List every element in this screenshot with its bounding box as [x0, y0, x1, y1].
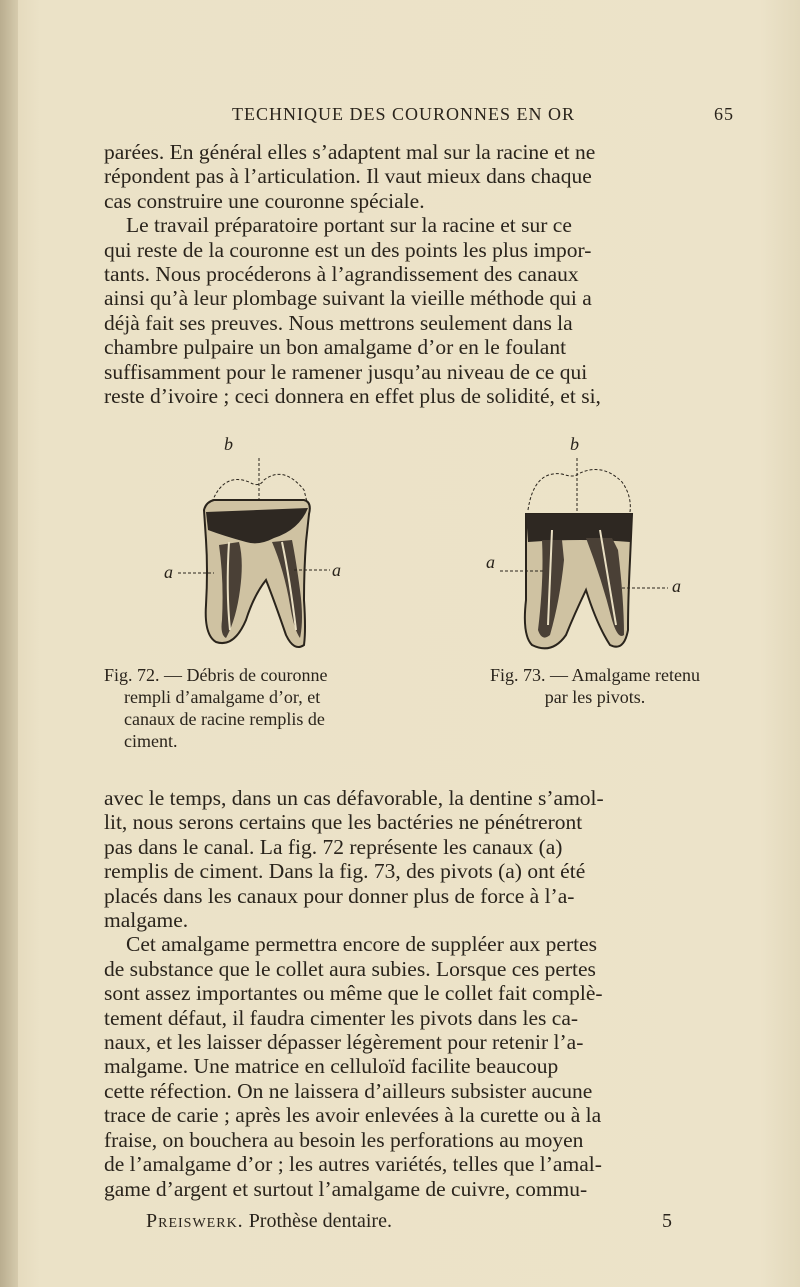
text-line: tement défaut, il faudra cimenter les pivots dans les ca- [104, 1005, 579, 1030]
text-line: cas construire une couronne spéciale. [104, 188, 425, 213]
header-title: TECHNIQUE DES COURONNES EN OR [232, 104, 575, 124]
footer-author: Preiswerk. [146, 1210, 244, 1232]
figure-label-a-right: a [672, 576, 681, 596]
text-line: de substance que le collet aura subies. Lorsque ces pertes [104, 956, 596, 981]
text-line: naux, et les laisser dépasser légèrement pour retenir l’a- [104, 1030, 584, 1055]
caption-line: canaux de racine remplis de [124, 709, 325, 729]
caption-line: Fig. 73. — Amalgame retenu [490, 665, 700, 685]
figure-label-a-left: a [164, 562, 173, 582]
text-line: avec le temps, dans un cas défavorable, la dentine s’amol- [104, 786, 604, 810]
text-line: fraise, on bouchera au besoin les perforations au moyen [104, 1127, 584, 1152]
text-line: cette réfection. On ne laissera d’ailleurs subsister aucune [104, 1078, 593, 1103]
tooth-illustration-72 [154, 430, 374, 660]
figure-label-b: b [570, 434, 579, 454]
text-line: de l’amalgame d’or ; les autres variétés, telles que l’amal- [104, 1152, 602, 1177]
text-line: placés dans les canaux pour donner plus de force à l’a- [104, 883, 575, 908]
text-line: trace de carie ; après les avoir enlevées à la curette ou à la [104, 1103, 602, 1128]
figure-label-b: b [224, 434, 233, 454]
book-binding-edge [0, 0, 18, 1287]
text-line: Le travail préparatoire portant sur la racine et sur ce [126, 213, 572, 238]
running-header [104, 100, 734, 130]
footer-signature: 5 [662, 1210, 672, 1232]
figure-label-a-right: a [332, 560, 341, 580]
figure-73 [482, 430, 712, 660]
text-line: reste d’ivoire ; ceci donnera en effet plus de solidité, et si, [104, 384, 601, 409]
caption-line: rempli d’amalgame d’or, et [124, 687, 321, 707]
page-number: 65 [714, 104, 734, 124]
figure-label-a-left: a [486, 552, 495, 572]
paragraph-top [104, 140, 734, 408]
caption-line: Fig. 72. — Débris de couronne [104, 665, 328, 685]
text-line: tants. Nous procéderons à l’agrandissement des canaux [104, 262, 579, 287]
text-line: lit, nous serons certains que les bactéries ne pénétreront [104, 810, 583, 835]
text-line: remplis de ciment. Dans la fig. 73, des pivots (a) ont été [104, 859, 586, 884]
text-line: Cet amalgame permettra encore de suppléer aux pertes [126, 932, 597, 957]
text-line: ainsi qu’à leur plombage suivant la vieille méthode qui a [104, 286, 592, 311]
text-line: chambre pulpaire un bon amalgame d’or en le foulant [104, 335, 567, 360]
text-line: répondent pas à l’articulation. Il vaut mieux dans chaque [104, 164, 592, 189]
text-line: pas dans le canal. La fig. 72 représente les canaux (a) [104, 834, 563, 859]
text-line: qui reste de la couronne est un des points les plus impor- [104, 237, 592, 262]
text-line: parées. En général elles s’adaptent mal sur la racine et ne [104, 140, 596, 164]
figure-73-caption [450, 664, 740, 708]
paragraph-bottom [104, 786, 734, 1201]
text-line: game d’argent et surtout l’amalgame de cuivre, commu- [104, 1176, 588, 1201]
tooth-illustration-73 [482, 430, 712, 660]
figure-72 [154, 430, 374, 660]
text-line: malgame. Une matrice en celluloïd facilite beaucoup [104, 1054, 559, 1079]
caption-line: ciment. [124, 731, 178, 751]
caption-line: par les pivots. [544, 687, 646, 707]
figures-area [104, 430, 744, 780]
figure-72-caption [104, 664, 404, 752]
text-line: déjà fait ses preuves. Nous mettrons seulement dans la [104, 310, 573, 335]
page-footer [146, 1210, 676, 1240]
text-line: suffisamment pour le ramener jusqu’au niveau de ce qui [104, 359, 588, 384]
text-line: malgame. [104, 908, 189, 933]
text-line: sont assez importantes ou même que le collet fait complè- [104, 981, 603, 1006]
footer-book-title: Prothèse dentaire. [248, 1210, 392, 1232]
